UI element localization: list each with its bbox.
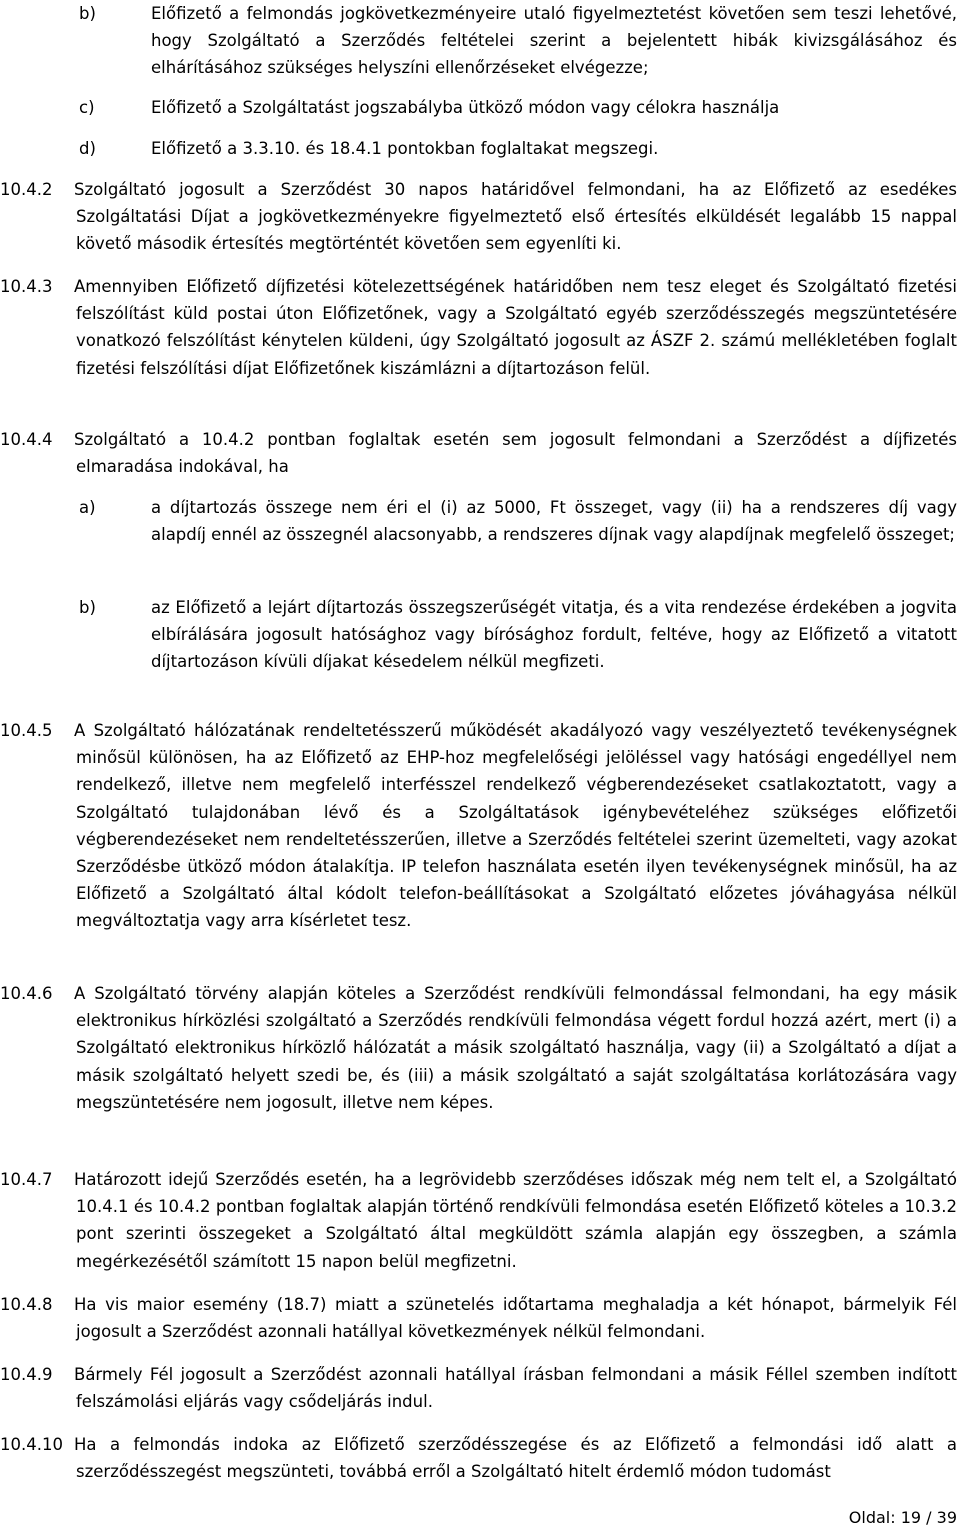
- section-text: Ha vis maior esemény (18.7) miatt a szünetelés időtartama meghaladja a két hónapot, bármelyik Fél jogosult a Szerződést azonnali hatállyal következmények nélkül felmondani.: [74, 1295, 957, 1342]
- section-text: Ha a felmondás indoka az Előfizető szerződésszegése és az Előfizető a felmondási idő alatt a szerződésszegést megszünteti, továbbá erről a Szolgáltató hitelt érdemlő módon tudomást: [74, 1435, 957, 1482]
- section-10-4-3: [0, 273, 957, 382]
- section-number: 10.4.4: [0, 430, 53, 449]
- list-item-label: c): [79, 98, 95, 117]
- section-number: 10.4.10: [0, 1435, 63, 1454]
- list-item-label: d): [79, 139, 96, 158]
- section-number: 10.4.6: [0, 984, 53, 1003]
- section-text: A Szolgáltató törvény alapján köteles a Szerződést rendkívüli felmondással felmondani, ha egy másik elektronikus hírközlési szolgáltató a Szerződés rendkívüli felmondása végett fordul hozzá azért, mert (i) a Szolgáltató elektronikus hírközlő hálózatát a másik szolgáltató használja, vagy (ii) a Szolgáltató a díjat a másik szolgáltató helyett szedi be, és (iii) a másik szolgáltató a saját szolgáltatása korlátozására vagy megszüntetésére nem jogosult, illetve nem képes.: [74, 984, 957, 1112]
- section-text: Határozott idejű Szerződés esetén, ha a legrövidebb szerződéses időszak még nem telt el, a Szolgáltató 10.4.1 és 10.4.2 pontban foglaltak alapján történő rendkívüli felmondása esetén Előfizető köteles a 10.3.2 pont szerinti összegeket a Szolgáltató által megküldött számla alapján egy összegben, a számla megérkezésétől számított 15 napon belül megfizetni.: [74, 1170, 957, 1271]
- section-text: Bármely Fél jogosult a Szerződést azonnali hatállyal írásban felmondani a másik Féllel szemben indított felszámolási eljárás vagy csődeljárás indul.: [74, 1365, 957, 1412]
- section-10-4-4: [0, 426, 957, 480]
- section-number: 10.4.2: [0, 180, 53, 199]
- section-number: 10.4.8: [0, 1295, 53, 1314]
- section-number: 10.4.7: [0, 1170, 53, 1189]
- section-10-4-5: [0, 717, 957, 935]
- section-10-4-10: [0, 1431, 957, 1485]
- section-number: 10.4.5: [0, 721, 53, 740]
- list-item-text: Előfizető a 3.3.10. és 18.4.1 pontokban foglaltakat megszegi.: [151, 139, 659, 158]
- list-item-text: Előfizető a Szolgáltatást jogszabályba ütköző módon vagy célokra használja: [151, 98, 780, 117]
- section-number: 10.4.9: [0, 1365, 53, 1384]
- section-10-4-9: [0, 1361, 957, 1415]
- section-10-4-7: [0, 1166, 957, 1275]
- section-text: Szolgáltató a 10.4.2 pontban foglaltak esetén sem jogosult felmondani a Szerződést a díjfizetés elmaradása indokával, ha: [74, 430, 957, 477]
- section-number: 10.4.3: [0, 277, 53, 296]
- list-item-text: a díjtartozás összege nem éri el (i) az 5000, Ft összeget, vagy (ii) ha a rendszeres díj vagy alapdíj ennél az összegnél alacsonyabb, a rendszeres díjnak vagy alapdíjnak megfelelő összeget;: [151, 498, 957, 544]
- section-10-4-2: [0, 176, 957, 258]
- section-text: A Szolgáltató hálózatának rendeltetésszerű működését akadályozó vagy veszélyeztető tevékenységnek minősül különösen, ha az Előfizető az EHP-hoz megfelelőségi jelöléssel vagy hatósági engedéllyel nem rendelkező, illetve nem megfelelő interfésszel rendelkező végberendezéseket csatlakoztatott, vagy a Szolgáltató tulajdonában lévő és a Szolgáltatások igénybevételéhez szükséges előfizetői végberendezéseket nem rendeltetésszerűen, illetve a Szerződés feltételei szerint üzemelteti, vagy azokat Szerződésbe ütköző módon átalakítja. IP telefon használata esetén ilyen tevékenységnek minősül, ha az Előfizető a Szolgáltató által kódolt telefon-beállításokat a Szolgáltató előzetes jóváhagyása nélkül megváltoztatja vagy arra kísérletet tesz.: [74, 721, 957, 931]
- section-10-4-6: [0, 980, 957, 1116]
- page-number: Oldal: 19 / 39: [848, 1508, 957, 1527]
- list-item-text: az Előfizető a lejárt díjtartozás összegszerűségét vitatja, és a vita rendezése érdekében a jogvita elbírálására jogosult hatósághoz vagy bírósághoz fordult, feltéve, hogy az Előfizető a vitatott díjtartozáson kívüli díjakat késedelem nélkül megfizeti.: [151, 598, 957, 671]
- list-item-text: Előfizető a felmondás jogkövetkezményeire utaló figyelmeztetést követően sem teszi lehetővé, hogy Szolgáltató a Szerződés feltételei szerint a bejelentett hibák kivizsgálásához és elhárításához szükséges helyszíni ellenőrzéseket elvégezze;: [151, 4, 957, 77]
- list-item-label: a): [79, 498, 96, 517]
- section-10-4-8: [0, 1291, 957, 1345]
- section-text: Amennyiben Előfizető díjfizetési kötelezettségének határidőben nem tesz eleget és Szolgáltató fizetési felszólítást küld postai úton Előfizetőnek, vagy a Szolgáltató egyéb szerződésszegés megszüntetésére vonatkozó felszólítást kénytelen küldeni, úgy Szolgáltató jogosult az ÁSZF 2. számú mellékletében foglalt fizetési felszólítási díjat Előfizetőnek kiszámlázni a díjtartozáson felül.: [74, 277, 957, 378]
- list-item-label: b): [79, 4, 96, 23]
- section-text: Szolgáltató jogosult a Szerződést 30 napos határidővel felmondani, ha az Előfizető az esedékes Szolgáltatási Díjat a jogkövetkezményekre figyelmeztető első értesítés elküldését legalább 15 nappal követő második értesítés megtörténtét követően sem egyenlíti ki.: [74, 180, 957, 254]
- list-item-label: b): [79, 598, 96, 617]
